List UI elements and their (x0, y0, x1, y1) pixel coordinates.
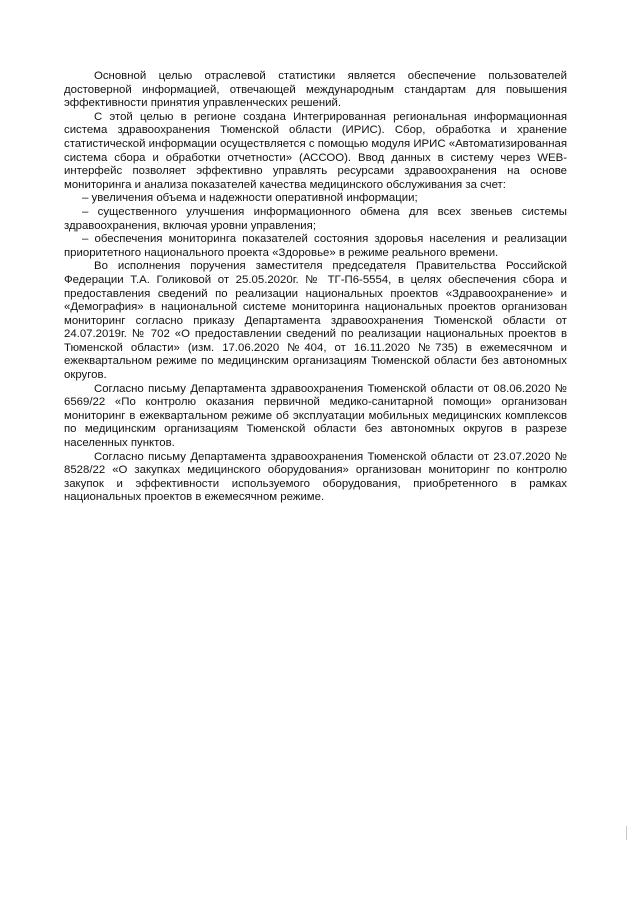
paragraph-mobile-complexes: Согласно письму Департамента здравоохранения Тюменской области от 08.06.2020 № 6569/22 «По контролю оказания первичной медико-санитарной помощи» организован мониторинг в ежеквартальном режиме об эксплуатации мобильных медицинских комплексов по медицинским организациям Тюменской области без автономных округов в разрезе населенных пунктов. (64, 382, 567, 450)
paragraph-iris-system: С этой целью в регионе создана Интегрированная региональная информационная система здравоохранения Тюменской области (ИРИС). Сбор, обработка и хранение статистической информации осуществляется с помощью модуля ИРИС «Автоматизированная система сбора и обработки отчетности» (АССОО). Ввод данных в систему через WEB-интерфейс позволяет эффективно управлять ресурсами здравоохранения на основе мониторинга и анализа показателей качества медицинского обслуживания за счет: (64, 110, 567, 191)
paragraph-national-projects: Во исполнения поручения заместителя председателя Правительства Российской Федерации Т.А. Голиковой от 25.05.2020г. № ТГ-П6-5554, в целях обеспечения сбора и предоставления сведений по реализации национальных проектов «Здравоохранение» и «Демография» в национальной системе мониторинга национальных проектов организован мониторинг согласно приказу Департамента здравоохранения Тюменской области от 24.07.2019г. № 702 «О предоставлении сведений по реализации национальных проектов в Тюменской области» (изм. 17.06.2020 №404, от 16.11.2020 №735) в ежемесячном и ежеквартальном режиме по медицинским организациям Тюменской области без автономных округов. (64, 260, 567, 382)
document-body (64, 70, 567, 505)
list-item-volume: – увеличения объема и надежности оперативной информации; (82, 192, 418, 205)
paragraph-statistics-goal: Основной целью отраслевой статистики является обеспечение пользователей достоверной информацией, отвечающей международным стандартам для повышения эффективности принятия управленческих решений. (64, 70, 567, 110)
scan-edge-mark (626, 826, 627, 840)
list-item-monitoring: – обеспечения мониторинга показателей состояния здоровья населения и реализации приоритетного национального проекта «Здоровье» в режиме реального времени. (64, 233, 567, 259)
list-item-exchange: – существенного улучшения информационного обмена для всех звеньев системы здравоохранения, включая уровни управления; (64, 205, 567, 232)
paragraph-equipment-purchases: Согласно письму Департамента здравоохранения Тюменской области от 23.07.2020 № 8528/22 «О закупках медицинского оборудования» организован мониторинг по контролю закупок и эффективности используемого оборудования, приобретенного в рамках национальных проектов в ежемесячном режиме. (64, 450, 567, 504)
